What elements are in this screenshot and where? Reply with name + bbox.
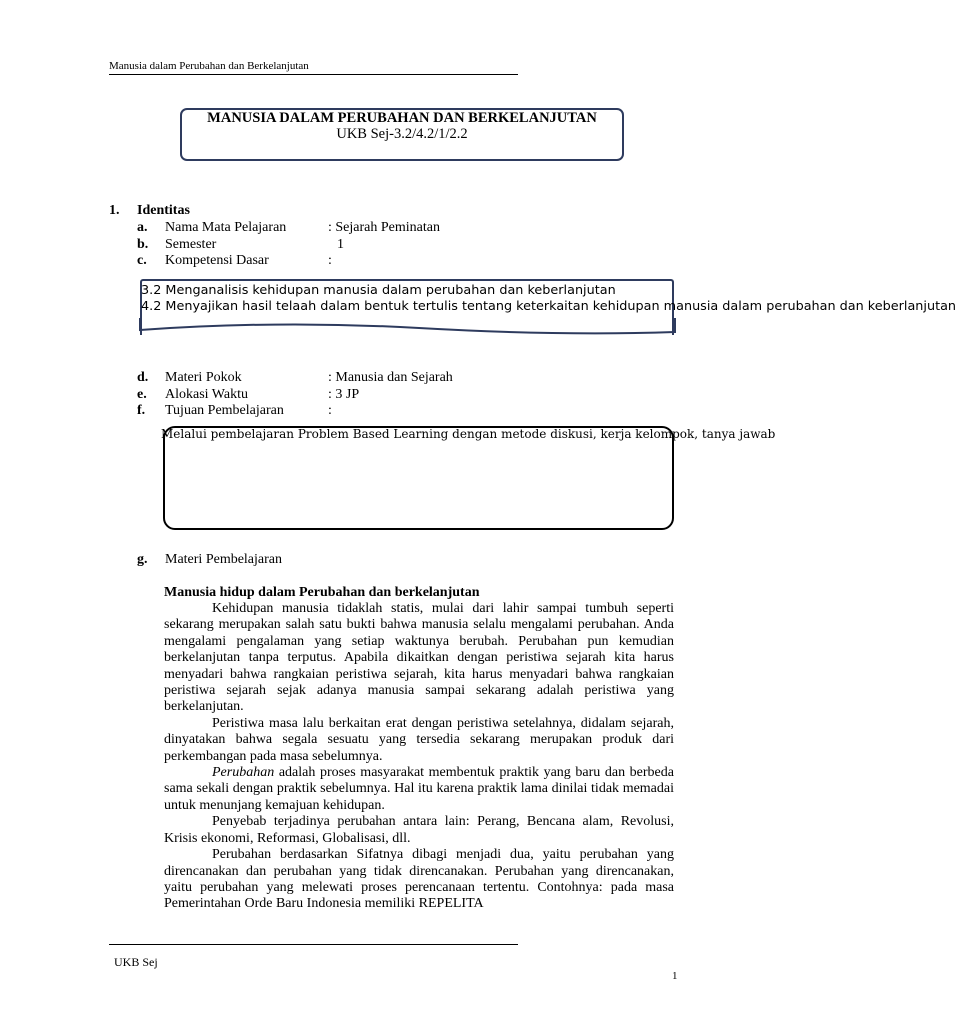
tujuan-box: [163, 426, 674, 530]
paragraph: Penyebab terjadinya perubahan antara lain: Perang, Bencana alam, Revolusi, Krisis ekonomi, Reformasi, Globalisasi, dll.: [164, 814, 674, 846]
item-value: : Manusia dan Sejarah: [328, 370, 453, 385]
item-value: :: [328, 253, 332, 268]
item-letter: d.: [137, 370, 149, 385]
section-heading: Identitas: [137, 203, 190, 218]
page-number: 1: [672, 970, 678, 982]
term-italic: Perubahan: [212, 765, 275, 781]
footer-rule: [109, 944, 518, 945]
header-rule: [109, 74, 518, 75]
item-letter: a.: [137, 220, 148, 235]
paragraph: Peristiwa masa lalu berkaitan erat dengan peristiwa setelahnya, didalam sejarah, dinyatakan bahwa segala sesuatu yang tersedia sekarang merupakan produk dari perkembangan pada masa sebelumnya.: [164, 715, 674, 764]
item-letter: b.: [137, 237, 149, 252]
paragraph: Kehidupan manusia tidaklah statis, mulai dari lahir sampai tumbuh seperti sekarang merupakan salah satu bukti bahwa manusia selalu mengalami perubahan. Anda mengalami pengalaman yang setiap waktunya berubah. Perubahan pun kemudian berkelanjutan tanpa terputus. Apabila dikaitkan dengan peristiwa sejarah kita harus menyadari bahwa rangkaian peristiwa sejarah, kita harus menyadari bahwa rangkaian peristiwa sejarah sejak adanya manusia sampai sekarang adalah peristiwa yang berkelanjutan.: [164, 601, 674, 715]
item-label: Kompetensi Dasar: [165, 253, 269, 268]
item-letter: c.: [137, 253, 147, 268]
item-letter: g.: [137, 552, 148, 567]
tujuan-text: Melalui pembelajaran Problem Based Learning dengan metode diskusi, kerja kelompok, tanya jawab: [161, 427, 776, 441]
kd-line: 4.2 Menyajikan hasil telaah dalam bentuk tertulis tentang keterkaitan kehidupan manusia dalam perubahan dan keberlanjutan: [141, 299, 956, 314]
kompetensi-box-wave: [139, 318, 677, 340]
item-letter: f.: [137, 403, 146, 418]
item-label: Alokasi Waktu: [165, 387, 248, 402]
item-label: Materi Pembelajaran: [165, 552, 283, 567]
paragraph-rest: adalah proses masyarakat membentuk praktik yang baru dan berbeda sama sekali dengan praktik sebelumnya. Hal itu karena praktik lama dinilai tidak memadai untuk menunjang kemajuan kehidupan.: [164, 765, 674, 813]
item-label: Materi Pokok: [165, 370, 242, 385]
paragraph: Perubahan berdasarkan Sifatnya dibagi menjadi dua, yaitu perubahan yang direncanakan dan perubahan yang tidak direncanakan. Perubahan yang direncanakan, yaitu perubahan yang melewati proses perencanaan tertentu. Contohnya: pada masa Pemerintahan Orde Baru Indonesia memiliki REPELITA: [164, 847, 674, 912]
document-title: MANUSIA DALAM PERUBAHAN DAN BERKELANJUTAN: [207, 110, 597, 126]
section-number: 1.: [109, 203, 120, 218]
item-value: : Sejarah Peminatan: [328, 220, 440, 235]
item-label: Nama Mata Pelajaran: [165, 220, 287, 235]
item-letter: e.: [137, 387, 147, 402]
running-header: Manusia dalam Perubahan dan Berkelanjutan: [109, 60, 309, 72]
title-box: [180, 108, 624, 161]
item-value: : 3 JP: [328, 387, 360, 402]
materi-heading: Manusia hidup dalam Perubahan dan berkelanjutan: [164, 585, 480, 600]
materi-body: [164, 601, 674, 913]
document-code: UKB Sej-3.2/4.2/1/2.2: [336, 126, 468, 142]
item-value: :: [328, 403, 332, 418]
paragraph: [164, 765, 674, 814]
item-label: Semester: [165, 237, 217, 252]
footer-text: UKB Sej: [114, 955, 158, 969]
kd-line: 3.2 Menganalisis kehidupan manusia dalam perubahan dan keberlanjutan: [141, 283, 616, 298]
item-value: 1: [337, 237, 344, 252]
item-label: Tujuan Pembelajaran: [165, 403, 284, 418]
